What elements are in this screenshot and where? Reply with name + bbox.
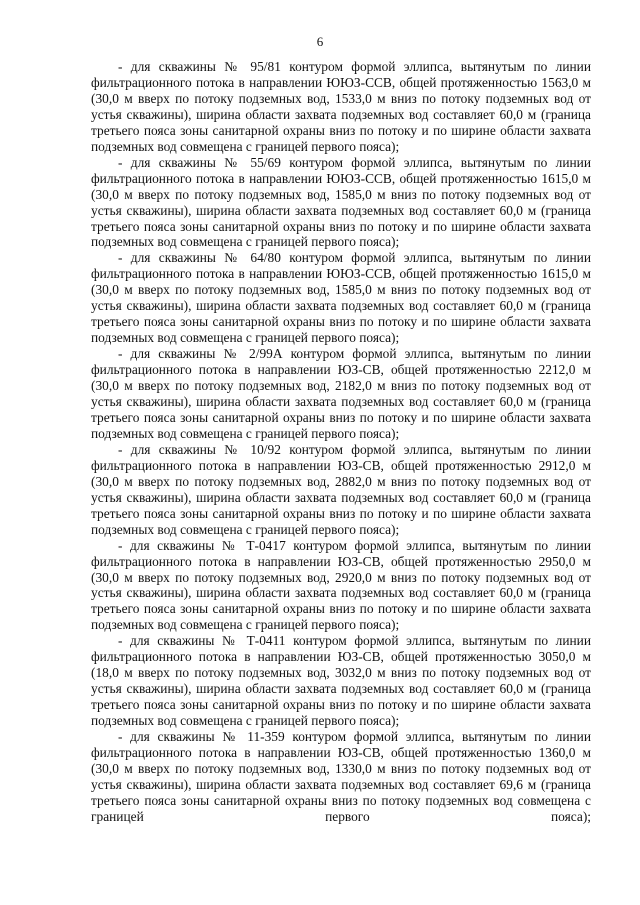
page-number: 6: [316, 34, 324, 49]
paragraph-well-t-0417: - для скважины № Т-0417 контуром формой эллипса, вытянутым по линии фильтрационного потока в направлении ЮЗ-СВ, общей протяженностью 2950,0 м (30,0 м вверх по потоку подземных вод, 2920,0 м вниз по потоку подземных вод от устья скважины), ширина области захвата подземных вод составляет 60,0 м (граница третьего пояса зоны санитарной охраны вниз по потоку и по ширине области захвата подземных вод совмещена с границей первого пояса);: [91, 537, 591, 633]
paragraph-well-11-359: - для скважины № 11-359 контуром формой эллипса, вытянутым по линии фильтрационного потока в направлении ЮЗ-СВ, общей протяженностью 1360,0 м (30,0 м вверх по потоку подземных вод, 1330,0 м вниз по потоку подземных вод от устья скважины), ширина области захвата подземных вод составляет 69,6 м (граница третьего пояса зоны санитарной охраны вниз по потоку подземных вод совмещена с границей первого пояса);: [91, 729, 591, 824]
paragraph-well-2-99a: - для скважины № 2/99А контуром формой эллипса, вытянутым по линии фильтрационного потока в направлении ЮЗ-СВ, общей протяженностью 2212,0 м (30,0 м вверх по потоку подземных вод, 2182,0 м вниз по потоку подземных вод от устья скважины), ширина области захвата подземных вод составляет 60,0 м (граница третьего пояса зоны санитарной охраны вниз по потоку и по ширине области захвата подземных вод совмещена с границей первого пояса);: [91, 346, 591, 441]
paragraph-well-t-0411: - для скважины № Т-0411 контуром формой эллипса, вытянутым по линии фильтрационного потока в направлении ЮЗ-СВ, общей протяженностью 3050,0 м (18,0 м вверх по потоку подземных вод, 3032,0 м вниз по потоку подземных вод от устья скважины), ширина области захвата подземных вод составляет 60,0 м (граница третьего пояса зоны санитарной охраны вниз по потоку и по ширине области захвата подземных вод совмещена с границей первого пояса);: [91, 633, 591, 729]
paragraph-well-10-92: - для скважины № 10/92 контуром формой эллипса, вытянутым по линии фильтрационного потока в направлении ЮЗ-СВ, общей протяженностью 2912,0 м (30,0 м вверх по потоку подземных вод, 2882,0 м вниз по потоку подземных вод от устья скважины), ширина области захвата подземных вод составляет 60,0 м (граница третьего пояса зоны санитарной охраны вниз по потоку и по ширине области захвата подземных вод совмещена с границей первого пояса);: [91, 441, 591, 537]
paragraph-well-64-80: - для скважины № 64/80 контуром формой эллипса, вытянутым по линии фильтрационного потока в направлении ЮЮЗ-ССВ, общей протяженностью 1615,0 м (30,0 м вверх по потоку подземных вод, 1585,0 м вниз по потоку подземных вод от устья скважины), ширина области захвата подземных вод составляет 60,0 м (граница третьего пояса зоны санитарной охраны вниз по потоку и по ширине области захвата подземных вод совмещена с границей первого пояса);: [91, 250, 591, 346]
paragraph-well-55-69: - для скважины № 55/69 контуром формой эллипса, вытянутым по линии фильтрационного потока в направлении ЮЮЗ-ССВ, общей протяженностью 1615,0 м (30,0 м вверх по потоку подземных вод, 1585,0 м вниз по потоку подземных вод от устья скважины), ширина области захвата подземных вод составляет 60,0 м (граница третьего пояса зоны санитарной охраны вниз по потоку и по ширине области захвата подземных вод совмещена с границей первого пояса);: [91, 154, 591, 250]
paragraph-well-95-81: - для скважины № 95/81 контуром формой эллипса, вытянутым по линии фильтрационного потока в направлении ЮЮЗ-ССВ, общей протяженностью 1563,0 м (30,0 м вверх по потоку подземных вод, 1533,0 м вниз по потоку подземных вод от устья скважины), ширина области захвата подземных вод составляет 60,0 м (граница третьего пояса зоны санитарной охраны вниз по потоку и по ширине области захвата подземных вод совмещена с границей первого пояса);: [91, 59, 591, 154]
document-body: [91, 59, 591, 825]
